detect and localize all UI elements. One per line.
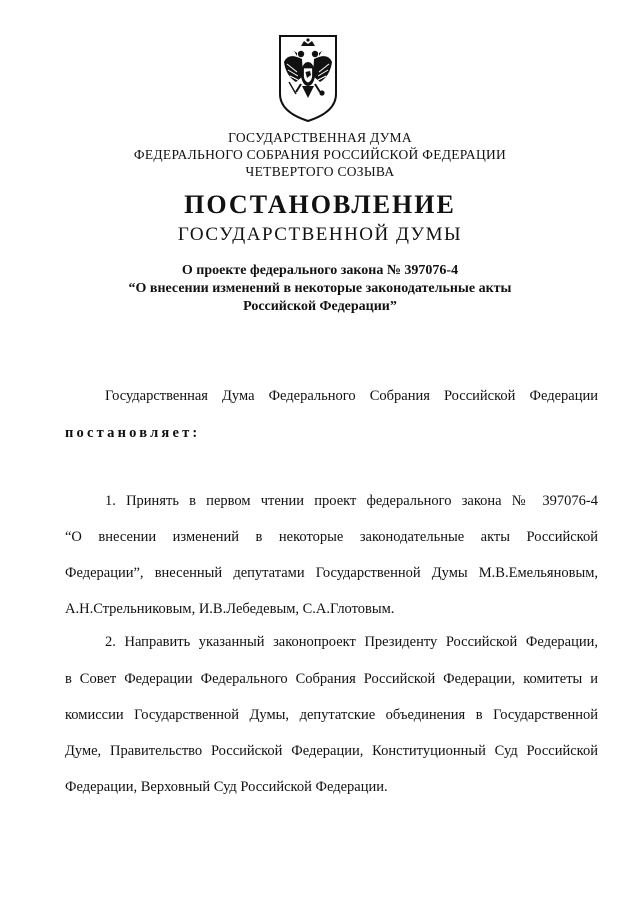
item-2-line: Федерации, Верховный Суд Российской Федерации. <box>65 779 388 795</box>
subject-line: О проекте федерального закона № 397076-4 <box>181 263 459 278</box>
item-1-line: “О внесении изменений в некоторые законодательные акты Российской <box>65 529 598 545</box>
document-type-title: ПОСТАНОВЛЕНИЕ <box>184 190 456 219</box>
item-2-line: комиссии Государственной Думы, депутатские объединения в Государственной <box>65 707 598 723</box>
item-1-line: А.Н.Стрельниковым, И.В.Лебедевым, С.А.Глотовым. <box>65 601 395 617</box>
document-issuer: ГОСУДАРСТВЕННОЙ ДУМЫ <box>177 224 463 245</box>
item-2-line: Думе, Правительство Российской Федерации, Конституционный Суд Российской <box>65 743 598 759</box>
org-title-line: ГОСУДАРСТВЕННАЯ ДУМА <box>228 130 412 145</box>
org-title-line: ФЕДЕРАЛЬНОГО СОБРАНИЯ РОССИЙСКОЙ ФЕДЕРАЦИИ <box>133 147 507 162</box>
subject-line: Российской Федерации” <box>243 299 397 314</box>
item-1-line: Федерации”, внесенный депутатами Государственной Думы М.В.Емельяновым, <box>65 565 598 581</box>
coat-of-arms-icon <box>276 32 340 124</box>
item-1-line: 1. Принять в первом чтении проект федерального закона № 397076-4 <box>105 493 598 509</box>
preamble-text: Государственная Дума Федерального Собрания Российской Федерации <box>105 388 598 404</box>
item-2-line: 2. Направить указанный законопроект Президенту Российской Федерации, <box>105 634 598 650</box>
subject-line: “О внесении изменений в некоторые законодательные акты <box>128 281 512 296</box>
item-2-line: в Совет Федерации Федерального Собрания Российской Федерации, комитеты и <box>65 671 598 687</box>
org-convocation: ЧЕТВЕРТОГО СОЗЫВА <box>245 164 395 179</box>
decree-word: постановляет: <box>65 425 201 441</box>
